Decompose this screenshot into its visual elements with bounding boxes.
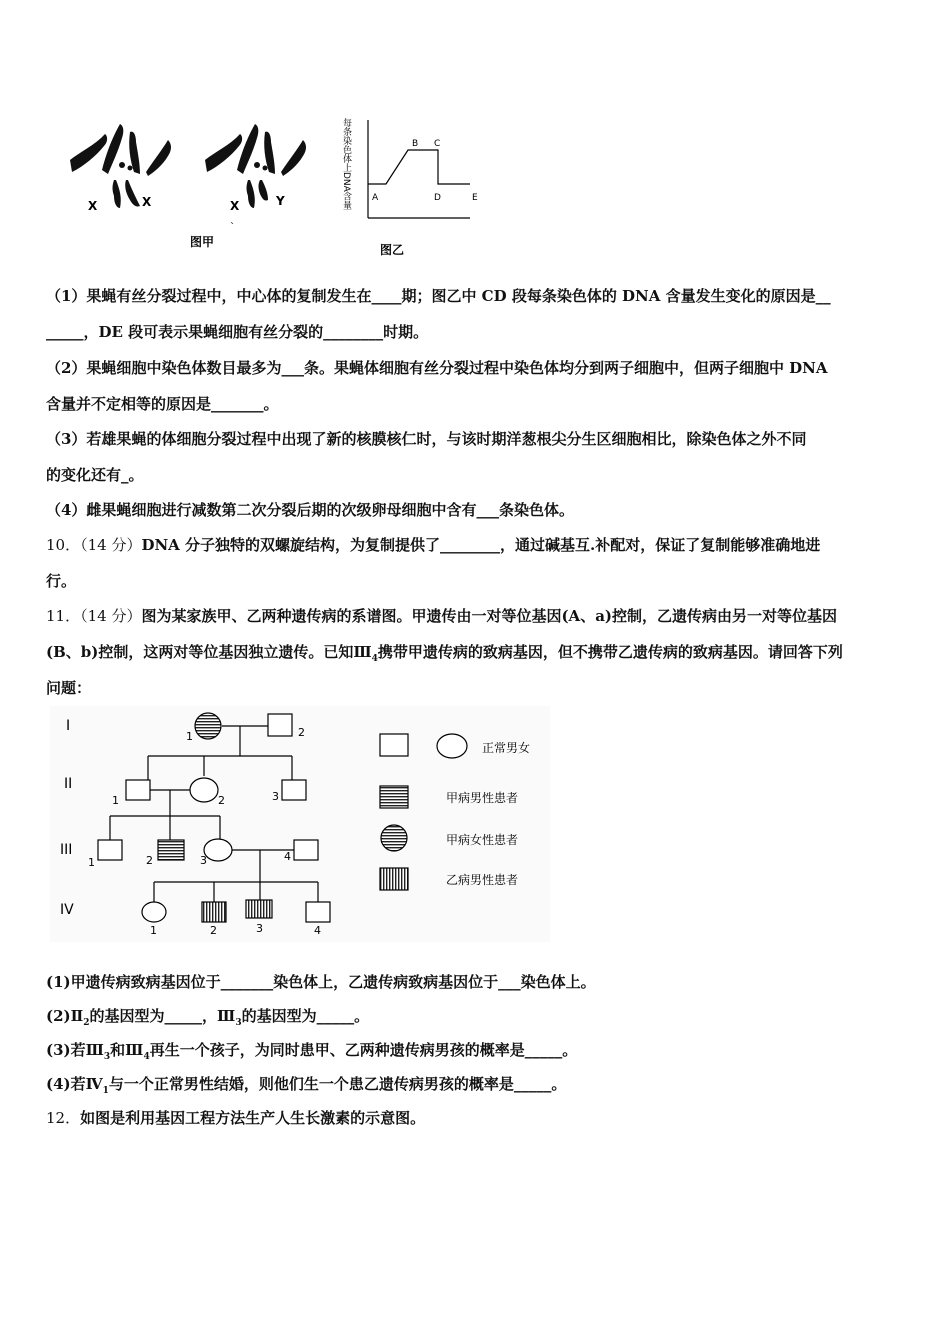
- graph-point-d: D: [434, 193, 441, 203]
- iii3-normal-female: [204, 839, 232, 861]
- iii1-normal-male: [98, 840, 122, 860]
- num-iv2: 2: [210, 924, 217, 937]
- graph-point-b: B: [412, 139, 419, 149]
- q11-text-a: 图为某家族甲、乙两种遗传病的系谱图。甲遗传由一对等位基因(A、a)控制，乙遗传病由另一对等位基因: [141, 607, 838, 625]
- legend-normal-female-symbol: [437, 734, 467, 758]
- num-iv4: 4: [314, 924, 321, 937]
- q11-s3a: (3)若Ⅲ: [46, 1041, 104, 1059]
- graph-point-a: A: [372, 193, 379, 203]
- q11-number: 11．（14 分）: [46, 607, 142, 625]
- gen-label-iv: IV: [60, 902, 74, 918]
- q11-sub1: (1)甲遗传病致病基因位于_______染色体上，乙遗传病致病基因位于___染色体上。: [46, 973, 596, 991]
- chrom-label-y: Y: [276, 194, 285, 208]
- iv4-normal-male: [306, 902, 330, 922]
- q9-part2-line2: 含量并不定相等的原因是_______。: [46, 395, 279, 413]
- q11-line1: [46, 606, 916, 626]
- legend-jia-female-label: 甲病女性患者: [446, 833, 519, 847]
- q10-line1: [46, 535, 916, 555]
- dna-content-graph: [341, 117, 478, 218]
- num-iii4: 4: [284, 850, 291, 863]
- chrom-label-x2: X: [142, 195, 152, 209]
- legend-jia-male-symbol: [380, 786, 408, 808]
- graph-point-e: E: [472, 193, 478, 203]
- chromosome-set-female: [70, 124, 171, 208]
- gen-label-iii: III: [60, 842, 73, 858]
- q12-text: 如图是利用基因工程方法生产人生长激素的示意图。: [80, 1109, 426, 1127]
- num-iii3: 3: [200, 854, 207, 867]
- q9-part1-line1: （1）果蝇有丝分裂过程中，中心体的复制发生在____期；图乙中 CD 段每条染色体的 DNA 含量发生变化的原因是__: [46, 287, 831, 305]
- q11-s4a: (4)若Ⅳ: [46, 1075, 103, 1093]
- num-ii1: 1: [112, 794, 119, 807]
- q11-sub3: [46, 1040, 916, 1067]
- q11-s2a: (2)Ⅱ: [46, 1007, 84, 1025]
- q11-s3-sub1: 3: [103, 1052, 111, 1062]
- q9-part1-line2: _____，DE 段可表示果蝇细胞有丝分裂的________时期。: [46, 323, 429, 341]
- q9-part3-line2: 的变化还有_。: [46, 466, 144, 484]
- q11-s2-sub1: 2: [83, 1018, 90, 1028]
- chromosome-set-male: [205, 124, 306, 208]
- iv1-normal-female: [142, 902, 166, 922]
- graph-point-c: C: [434, 139, 441, 149]
- gen-label-ii: II: [64, 776, 73, 792]
- ii1-normal-male: [126, 780, 150, 800]
- q11-line3: 问题：: [46, 679, 92, 697]
- pedigree-chart: [50, 706, 550, 942]
- q11-text-b2: 携带甲遗传病的致病基因，但不携带乙遗传病的致病基因。请回答下列: [377, 643, 843, 661]
- q11-s2c: 的基因型为_____。: [241, 1007, 370, 1025]
- iv2-affected-male-yi: [202, 902, 226, 922]
- q10-number: 10．（14 分）: [46, 536, 142, 554]
- graph-y-axis-label: 每条染色体上DNA含量: [341, 118, 351, 210]
- q11-s4-sub1: 1: [102, 1086, 109, 1096]
- q11-s3c: 再生一个孩子，为同时患甲、乙两种遗传病男孩的概率是_____。: [149, 1041, 578, 1059]
- q11-sub4: [46, 1074, 916, 1101]
- q11-s2b: 的基因型为_____，Ⅲ: [89, 1007, 236, 1025]
- graph-curve: [368, 150, 470, 184]
- gen-label-i: I: [66, 718, 71, 734]
- legend-yi-male-symbol: [380, 868, 408, 890]
- num-ii2: 2: [218, 794, 225, 807]
- num-i2: 2: [298, 726, 305, 739]
- dot-mark: `: [230, 222, 235, 233]
- i1-affected-female-jia: [195, 713, 221, 739]
- ii2-normal-female: [190, 778, 218, 802]
- q10-line2: 行。: [46, 572, 77, 590]
- q10-text-a: DNA 分子独特的双螺旋结构，为复制提供了________，通过碱基互.补配对，保证了复制能够准确地进: [141, 536, 821, 554]
- caption-yi: 图乙: [380, 243, 405, 257]
- q11-sub2: [46, 1006, 916, 1033]
- q11-sub-iii4: 4: [371, 654, 378, 664]
- legend-normal-label: 正常男女: [482, 741, 531, 755]
- q12-line: [46, 1108, 916, 1128]
- legend-jia-male-label: 甲病男性患者: [446, 791, 519, 805]
- q11-s4b: 与一个正常男性结婚，则他们生一个患乙遗传病男孩的概率是_____。: [108, 1075, 567, 1093]
- iv3-affected-male-yi: [246, 900, 272, 918]
- q9-part4: （4）雌果蝇细胞进行减数第二次分裂后期的次级卵母细胞中含有___条染色体。: [46, 501, 574, 519]
- chrom-label-x1: X: [88, 199, 98, 213]
- caption-jia: 图甲: [190, 235, 215, 249]
- num-iv1: 1: [150, 924, 157, 937]
- q9-part2-line1: （2）果蝇细胞中染色体数目最多为___条。果蝇体细胞有丝分裂过程中染色体均分到两子细胞中，但两子细胞中 DNA: [46, 359, 828, 377]
- num-i1: 1: [186, 730, 193, 743]
- q12-number: 12．: [46, 1109, 81, 1127]
- num-iii1: 1: [88, 856, 95, 869]
- q9-part3-line1: （3）若雄果蝇的体细胞分裂过程中出现了新的核膜核仁时，与该时期洋葱根尖分生区细胞相比，除染色体之外不同: [46, 430, 807, 448]
- q11-text-b1: (B、b)控制，这两对等位基因独立遗传。已知Ⅲ: [46, 643, 372, 661]
- num-iii2: 2: [146, 854, 153, 867]
- i2-normal-male: [268, 714, 292, 736]
- legend-jia-female-symbol: [381, 825, 407, 851]
- chrom-label-x3: X: [230, 199, 240, 213]
- ii3-normal-male: [282, 780, 306, 800]
- num-iv3: 3: [256, 922, 263, 935]
- num-ii3: 3: [272, 790, 279, 803]
- figure-chromosomes-and-graph: [50, 110, 510, 260]
- q11-s3b: 和Ⅲ: [110, 1041, 144, 1059]
- iii4-normal-male: [294, 840, 318, 860]
- legend-yi-male-label: 乙病男性患者: [446, 873, 519, 887]
- legend-normal-male-symbol: [380, 734, 408, 756]
- q11-s2-sub2: 3: [235, 1018, 242, 1028]
- q11-s3-sub2: 4: [143, 1052, 150, 1062]
- q11-line2: [46, 642, 916, 669]
- iii2-affected-male-jia: [158, 840, 184, 860]
